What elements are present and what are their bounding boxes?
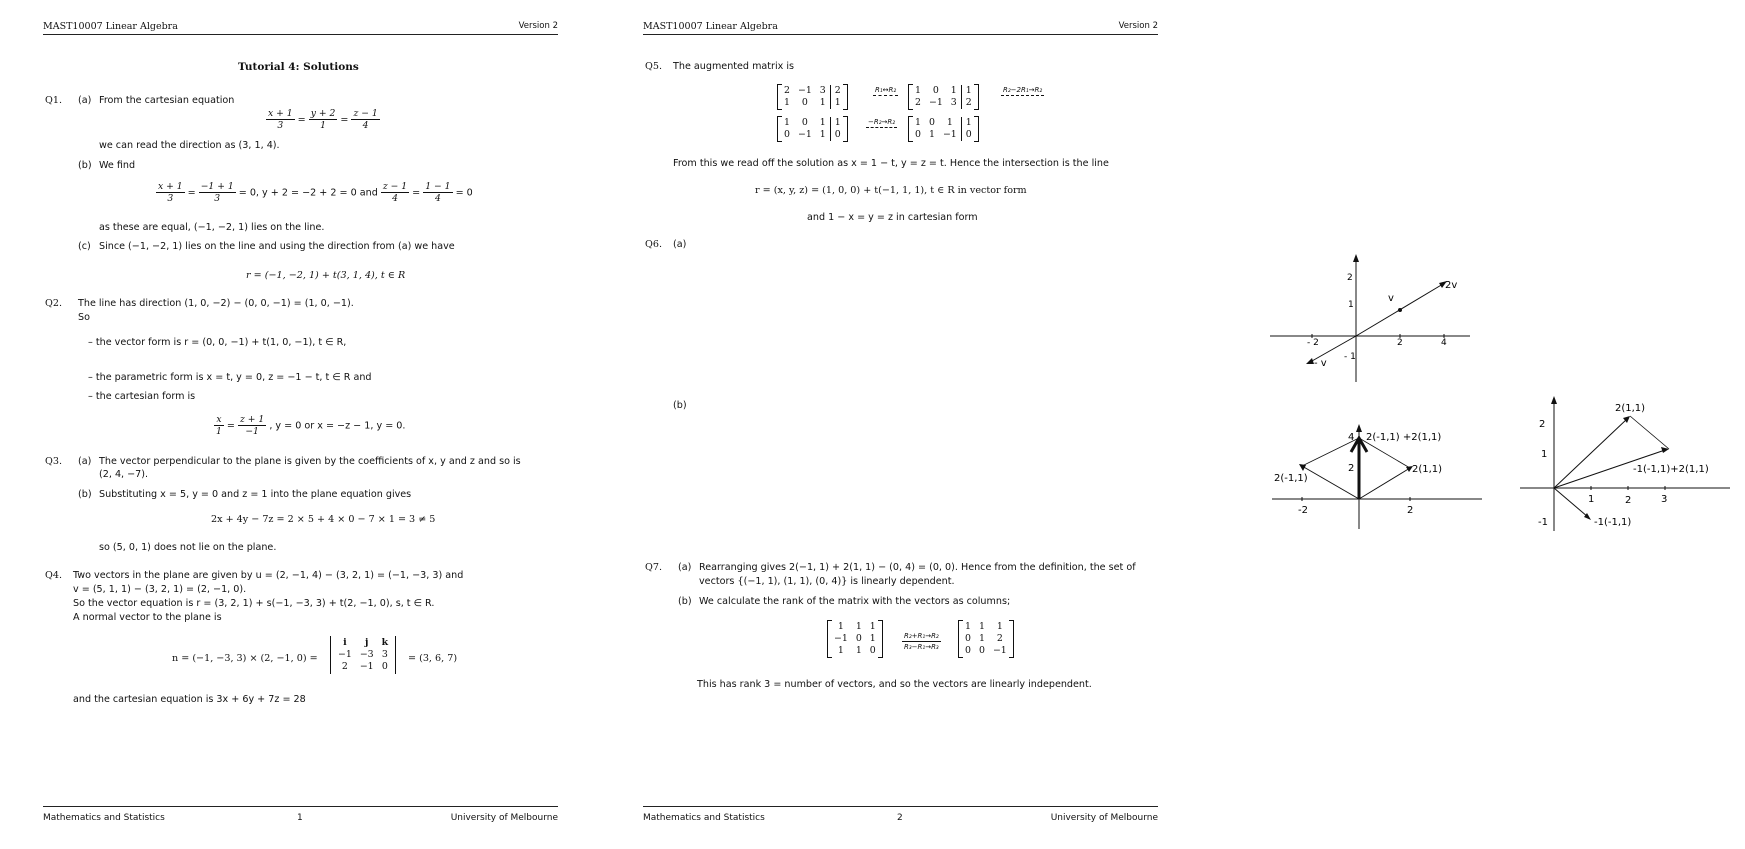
q1c-label: (c) bbox=[78, 241, 91, 252]
vector-label: 2v bbox=[1445, 280, 1458, 291]
vector-label: v bbox=[1388, 293, 1394, 304]
q4-line-4: A normal vector to the plane is bbox=[73, 612, 222, 623]
q5-matrix-4 bbox=[908, 116, 979, 142]
matrix-cell: 1 bbox=[961, 85, 975, 97]
frac-num: −1 + 1 bbox=[200, 181, 234, 192]
det-cell: i bbox=[343, 637, 347, 648]
frac-den: −1 bbox=[245, 426, 259, 437]
q6-number: Q6. bbox=[645, 239, 663, 250]
footer-university: University of Melbourne bbox=[1050, 813, 1158, 823]
q5-matrix-2 bbox=[908, 84, 979, 110]
matrix-cell: 1 bbox=[928, 129, 935, 140]
tick-label: - 1 bbox=[1344, 352, 1356, 362]
q7-matrix-1 bbox=[827, 620, 883, 658]
q3a-text: The vector perpendicular to the plane is given by the coefficients of x, y and z and so is bbox=[99, 456, 521, 467]
footer-rule bbox=[43, 806, 558, 807]
frac-num: z − 1 bbox=[353, 108, 378, 119]
q2-parametric-form: – the parametric form is x = t, y = 0, z = −1 − t, t ∈ R and bbox=[88, 372, 372, 383]
matrix-cell: 1 bbox=[819, 129, 826, 140]
matrix-cell: 3 bbox=[819, 85, 826, 96]
matrix-cell: 0 bbox=[801, 117, 808, 128]
q1c-text: Since (−1, −2, 1) lies on the line and using the direction from (a) we have bbox=[99, 241, 455, 252]
q1b-equation: $\frac{x + 1}{3}$ = $\frac{-1 + 1}{3}$ = 0, y + 2 = −2 + 2 = 0 and $\frac{z - 1}{4}$ = $\frac{1 - 1}{4}$ = 0 bbox=[158, 181, 473, 204]
matrix-cell: 1 bbox=[869, 621, 876, 632]
q4-line-2: v = (5, 1, 1) − (3, 2, 1) = (2, −1, 0). bbox=[73, 584, 247, 595]
tick-label: 3 bbox=[1661, 494, 1668, 505]
tick-label: -2 bbox=[1298, 505, 1308, 516]
matrix-cell: 0 bbox=[801, 97, 808, 108]
matrix-cell: 1 bbox=[819, 117, 826, 128]
matrix-cell: 1 bbox=[830, 117, 844, 129]
frac-num: 1 − 1 bbox=[425, 181, 451, 192]
matrix-cell: 0 bbox=[928, 117, 935, 128]
matrix-cell: 0 bbox=[915, 129, 921, 140]
q5-text: The augmented matrix is bbox=[673, 61, 795, 72]
tick-label: 1 bbox=[1348, 300, 1354, 310]
header-version: Version 2 bbox=[518, 21, 558, 31]
det-cell: j bbox=[365, 637, 369, 648]
q5-vector-form: r = (x, y, z) = (1, 0, 0) + t(−1, 1, 1), t ∈ R in vector form bbox=[755, 185, 1027, 196]
tick-label: -1 bbox=[1538, 517, 1548, 528]
frac-den: 3 bbox=[167, 193, 174, 204]
matrix-cell: 0 bbox=[965, 645, 971, 656]
frac-den: 4 bbox=[392, 193, 398, 204]
frac-den: 4 bbox=[362, 120, 369, 131]
q2-cartesian-label: – the cartesian form is bbox=[88, 391, 196, 402]
det-cell: −3 bbox=[359, 649, 374, 660]
q7-rank: This has rank 3 = number of vectors, and so the vectors are linearly independent. bbox=[697, 679, 1092, 690]
matrix-cell: 2 bbox=[830, 85, 844, 97]
q1a-equation: $\frac{x + 1}{3}$ = $\frac{y + 2}{1}$ = $\frac{z - 1}{4}$ bbox=[268, 108, 378, 131]
matrix-cell: 1 bbox=[869, 633, 876, 644]
det-cell: −1 bbox=[338, 649, 352, 660]
matrix-cell: 1 bbox=[978, 621, 985, 632]
vector-label: -1(-1,1)+2(1,1) bbox=[1633, 464, 1709, 475]
det-cell: k bbox=[381, 637, 389, 648]
frac-num: x bbox=[216, 414, 222, 425]
matrix-cell: 1 bbox=[784, 97, 790, 108]
tick-label: 2 bbox=[1407, 505, 1414, 516]
vector-label: - v bbox=[1314, 358, 1327, 369]
vector-label: 2(-1,1) bbox=[1274, 473, 1308, 484]
q5-solution: From this we read off the solution as x = 1 − t, y = z = t. Hence the intersection is the line bbox=[673, 158, 1109, 169]
matrix-cell: −1 bbox=[797, 85, 812, 96]
q6a-label: (a) bbox=[673, 239, 687, 250]
matrix-cell: 0 bbox=[932, 85, 939, 96]
header-version: Version 2 bbox=[1118, 21, 1158, 31]
matrix-cell: 0 bbox=[784, 129, 790, 140]
matrix-cell: 1 bbox=[855, 621, 862, 632]
q5-op-3: −R₂→R₂ bbox=[868, 118, 896, 126]
tick-label: 4 bbox=[1348, 432, 1355, 443]
frac-num: x + 1 bbox=[268, 108, 293, 119]
tick-label: 2 bbox=[1397, 338, 1403, 348]
matrix-cell: 1 bbox=[855, 645, 862, 656]
q6a-graph bbox=[1270, 250, 1470, 385]
page-1 bbox=[0, 0, 600, 849]
header-rule bbox=[643, 34, 1158, 35]
q1a-result: we can read the direction as (3, 1, 4). bbox=[99, 140, 280, 151]
vector-label: -1(-1,1) bbox=[1594, 517, 1632, 528]
q7-op-2: R₃−R₁→R₃ bbox=[904, 643, 939, 651]
det-cell: 2 bbox=[341, 661, 348, 672]
matrix-cell: −1 bbox=[992, 645, 1007, 656]
q5-number: Q5. bbox=[645, 61, 663, 72]
vector-label: 2(1,1) bbox=[1412, 464, 1443, 475]
matrix-cell: 1 bbox=[837, 645, 844, 656]
q1a-text: From the cartesian equation bbox=[99, 95, 235, 106]
frac-den: 3 bbox=[214, 193, 221, 204]
matrix-cell: 2 bbox=[961, 97, 975, 109]
eq-tail: = 0 bbox=[455, 187, 473, 199]
q4-normal-rhs: = (3, 6, 7) bbox=[408, 653, 458, 664]
q4-line-3: So the vector equation is r = (3, 2, 1) + s(−1, −3, 3) + t(2, −1, 0), s, t ∈ R. bbox=[73, 598, 435, 609]
q2-text: The line has direction (1, 0, −2) − (0, 0, −1) = (1, 0, −1). bbox=[78, 298, 354, 309]
matrix-cell: 2 bbox=[996, 633, 1003, 644]
frac-den: 4 bbox=[434, 193, 441, 204]
q6b-graph-1 bbox=[1272, 424, 1482, 534]
footer-dept: Mathematics and Statistics bbox=[43, 813, 165, 823]
matrix-cell: 1 bbox=[946, 117, 953, 128]
eq-tail: , y = 0 or x = −z − 1, y = 0. bbox=[269, 420, 406, 432]
frac-num: z − 1 bbox=[382, 181, 408, 192]
frac-num: z + 1 bbox=[240, 414, 265, 425]
matrix-cell: 1 bbox=[978, 633, 985, 644]
matrix-cell: 1 bbox=[830, 97, 844, 109]
matrix-cell: 1 bbox=[965, 621, 971, 632]
q7-number: Q7. bbox=[645, 562, 663, 573]
frac-den: 1 bbox=[320, 120, 326, 131]
matrix-cell: 0 bbox=[869, 645, 876, 656]
matrix-cell: 1 bbox=[784, 117, 790, 128]
q3b-label: (b) bbox=[78, 489, 92, 500]
matrix-cell: 0 bbox=[978, 645, 985, 656]
tick-label: 1 bbox=[1541, 449, 1548, 460]
footer-rule bbox=[643, 806, 1158, 807]
q4-determinant bbox=[330, 636, 396, 674]
q1-number: Q1. bbox=[45, 95, 63, 106]
q4-cartesian: and the cartesian equation is 3x + 6y + 7z = 28 bbox=[73, 694, 306, 705]
matrix-cell: −1 bbox=[928, 97, 943, 108]
det-cell: −1 bbox=[359, 661, 374, 672]
page-2 bbox=[600, 0, 1709, 849]
tick-label: 4 bbox=[1441, 338, 1447, 348]
q3a-label: (a) bbox=[78, 456, 92, 467]
q2-vector-form: – the vector form is r = (0, 0, −1) + t(1, 0, −1), t ∈ R, bbox=[88, 337, 347, 348]
q7a-label: (a) bbox=[678, 562, 692, 573]
matrix-cell: 2 bbox=[784, 85, 790, 96]
footer-page-number: 2 bbox=[897, 813, 903, 823]
q3b-text: Substituting x = 5, y = 0 and z = 1 into the plane equation gives bbox=[99, 489, 412, 500]
q2-so: So bbox=[78, 312, 90, 323]
q4-number: Q4. bbox=[45, 570, 63, 581]
q5-matrix-1 bbox=[777, 84, 848, 110]
footer-page-number: 1 bbox=[297, 813, 303, 823]
matrix-cell: 1 bbox=[837, 621, 844, 632]
q1c-equation: r = (−1, −2, 1) + t(3, 1, 4), t ∈ R bbox=[246, 270, 406, 281]
q7a-line-1: Rearranging gives 2(−1, 1) + 2(1, 1) − (0, 4) = (0, 0). Hence from the definition, the set of bbox=[699, 562, 1136, 573]
q7-op-1: R₂+R₁→R₂ bbox=[904, 632, 939, 640]
header-course: MAST10007 Linear Algebra bbox=[643, 21, 778, 32]
q1b-text: We find bbox=[99, 160, 136, 171]
matrix-cell: 1 bbox=[996, 621, 1003, 632]
q7b-text: We calculate the rank of the matrix with the vectors as columns; bbox=[699, 596, 1011, 607]
q4-normal-lhs: n = (−1, −3, 3) × (2, −1, 0) = bbox=[172, 653, 318, 664]
tick-label: 2 bbox=[1539, 419, 1546, 430]
matrix-cell: 1 bbox=[915, 117, 921, 128]
q3b-note: so (5, 0, 1) does not lie on the plane. bbox=[99, 542, 277, 553]
matrix-cell: −1 bbox=[942, 129, 957, 140]
header-rule bbox=[43, 34, 558, 35]
q7-matrix-2 bbox=[958, 620, 1014, 658]
q3-number: Q3. bbox=[45, 456, 63, 467]
tick-label: 2 bbox=[1625, 495, 1632, 506]
q5-cartesian-form: and 1 − x = y = z in cartesian form bbox=[807, 212, 978, 223]
matrix-cell: 0 bbox=[855, 633, 862, 644]
q1a-label: (a) bbox=[78, 95, 92, 106]
frac-den: 1 bbox=[216, 426, 222, 437]
matrix-cell: 1 bbox=[950, 85, 957, 96]
footer-university: University of Melbourne bbox=[450, 813, 558, 823]
q5-matrix-3 bbox=[777, 116, 848, 142]
eq-tail: = 0, y + 2 = −2 + 2 = 0 and bbox=[238, 187, 378, 199]
header-course: MAST10007 Linear Algebra bbox=[43, 21, 178, 32]
matrix-cell: −1 bbox=[797, 129, 812, 140]
matrix-cell: 0 bbox=[961, 129, 975, 141]
matrix-cell: −1 bbox=[834, 633, 848, 644]
q3b-equation: 2x + 4y − 7z = 2 × 5 + 4 × 0 − 7 × 1 = 3 ≠ 5 bbox=[211, 514, 436, 525]
q7a-line-2: vectors {(−1, 1), (1, 1), (0, 4)} is linearly dependent. bbox=[699, 576, 955, 587]
matrix-cell: 1 bbox=[915, 85, 921, 96]
q6b-label: (b) bbox=[673, 400, 687, 411]
tick-label: - 2 bbox=[1307, 338, 1319, 348]
q2-cartesian-equation: $\frac{x}{1}$ = $\frac{z + 1}{-1}$ , y = 0 or x = −z − 1, y = 0. bbox=[216, 414, 406, 437]
matrix-cell: 0 bbox=[830, 129, 844, 141]
page-title: Tutorial 4: Solutions bbox=[238, 61, 359, 73]
q6b-graph-2 bbox=[1520, 396, 1745, 534]
q5-op-2: R₂−2R₁→R₂ bbox=[1003, 86, 1043, 94]
q3a-text-2: (2, 4, −7). bbox=[99, 469, 149, 480]
frac-den: 3 bbox=[277, 120, 284, 131]
matrix-cell: 0 bbox=[965, 633, 971, 644]
vector-label: 2(-1,1) +2(1,1) bbox=[1366, 432, 1442, 443]
matrix-cell: 3 bbox=[950, 97, 957, 108]
q2-number: Q2. bbox=[45, 298, 63, 309]
tick-label: 2 bbox=[1348, 463, 1355, 474]
q4-line-1: Two vectors in the plane are given by u = (2, −1, 4) − (3, 2, 1) = (−1, −3, 3) and bbox=[73, 570, 464, 581]
q5-op-1: R₁↔R₂ bbox=[875, 86, 897, 94]
tick-label: 2 bbox=[1347, 273, 1353, 283]
matrix-cell: 2 bbox=[915, 97, 921, 108]
q7b-label: (b) bbox=[678, 596, 692, 607]
det-cell: 0 bbox=[381, 661, 388, 672]
footer-dept: Mathematics and Statistics bbox=[643, 813, 765, 823]
frac-num: y + 2 bbox=[310, 108, 336, 119]
vector-label: 2(1,1) bbox=[1615, 403, 1646, 414]
q1b-note: as these are equal, (−1, −2, 1) lies on the line. bbox=[99, 222, 325, 233]
det-cell: 3 bbox=[381, 649, 388, 660]
frac-num: x + 1 bbox=[158, 181, 183, 192]
matrix-cell: 1 bbox=[819, 97, 826, 108]
q1b-label: (b) bbox=[78, 160, 92, 171]
matrix-cell: 1 bbox=[961, 117, 975, 129]
tick-label: 1 bbox=[1588, 494, 1595, 505]
